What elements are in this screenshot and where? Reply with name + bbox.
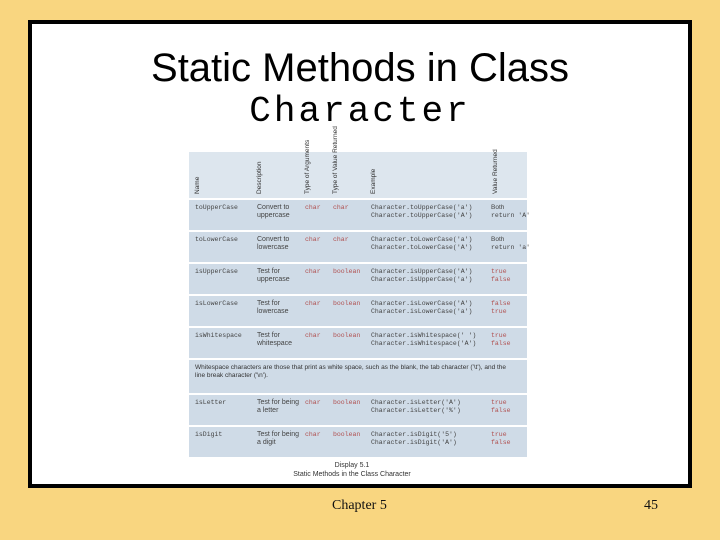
value-returned-line: false xyxy=(491,439,511,446)
slide xyxy=(28,20,692,488)
table-body-continued xyxy=(189,393,527,457)
example xyxy=(371,300,489,316)
example-line: Character.isLowerCase('A') xyxy=(371,300,473,307)
value-returned-line: true xyxy=(491,268,507,275)
table-row xyxy=(189,425,527,457)
value-returned-line: false xyxy=(491,300,511,307)
column-header: Name xyxy=(194,176,201,194)
column-header: Type of Arguments xyxy=(304,139,311,194)
value-returned-line: false xyxy=(491,407,511,414)
example xyxy=(371,268,489,284)
example-line: Character.isWhitespace(' ') xyxy=(371,332,477,339)
table-row xyxy=(189,326,527,358)
return-type: boolean xyxy=(333,431,361,438)
column-header: Description xyxy=(256,161,263,194)
value-returned xyxy=(491,236,531,252)
value-returned xyxy=(491,399,531,415)
method-name: isLetter xyxy=(195,399,227,406)
methods-table xyxy=(189,126,531,457)
whitespace-note-row xyxy=(189,358,527,393)
method-description: Test for lowercase xyxy=(257,300,289,315)
example-line: Character.toUpperCase('A') xyxy=(371,212,473,219)
method-description: Test for being a letter xyxy=(257,399,300,414)
return-type: boolean xyxy=(333,268,361,275)
return-type: char xyxy=(333,204,349,211)
table-row xyxy=(189,198,531,230)
method-name: toLowerCase xyxy=(195,236,238,243)
example xyxy=(371,332,489,348)
method-description: Convert to lowercase xyxy=(257,236,290,251)
argument-type: char xyxy=(305,300,321,307)
value-returned xyxy=(491,204,531,220)
display-title: Static Methods in the Class Character xyxy=(293,471,411,478)
column-header: Value Returned xyxy=(492,149,499,194)
argument-type: char xyxy=(305,268,321,275)
return-type: boolean xyxy=(333,399,361,406)
value-returned-line: true xyxy=(491,308,507,315)
table-body xyxy=(189,198,531,358)
example-line: Character.isDigit('A') xyxy=(371,439,457,446)
value-returned-line: true xyxy=(491,332,507,339)
example-line: Character.toLowerCase('A') xyxy=(371,244,473,251)
example-line: Character.isLowerCase('a') xyxy=(371,308,473,315)
value-returned-line: return 'A' xyxy=(491,212,531,219)
value-returned-line: false xyxy=(491,340,511,347)
example-line: Character.isLetter('%') xyxy=(371,407,461,414)
value-returned-line: false xyxy=(491,276,511,283)
example-line: Character.toUpperCase('a') xyxy=(371,204,473,211)
value-returned-line: true xyxy=(491,399,507,406)
example xyxy=(371,431,489,447)
argument-type: char xyxy=(305,332,321,339)
method-name: toUpperCase xyxy=(195,204,238,211)
footer-chapter: Chapter 5 xyxy=(332,498,387,513)
example-line: Character.isLetter('A') xyxy=(371,399,461,406)
argument-type: char xyxy=(305,399,321,406)
slide-title-class-name: Character xyxy=(249,91,471,132)
value-returned xyxy=(491,268,531,284)
example xyxy=(371,204,489,220)
example-line: Character.isUpperCase('A') xyxy=(371,268,473,275)
method-name: isWhitespace xyxy=(195,332,242,339)
return-type: boolean xyxy=(333,332,361,339)
table-header xyxy=(189,126,527,198)
method-description: Test for being a digit xyxy=(257,431,300,446)
value-returned-line: return 'a' xyxy=(491,244,531,251)
display-caption xyxy=(272,461,432,479)
table-row xyxy=(189,230,531,262)
column-header: Type of Value Returned xyxy=(332,126,339,194)
table-row xyxy=(189,262,527,294)
argument-type: char xyxy=(305,236,321,243)
method-description: Test for whitespace xyxy=(257,332,293,347)
column-header: Example xyxy=(370,168,377,194)
table-row xyxy=(189,393,527,425)
method-name: isDigit xyxy=(195,431,223,438)
argument-type: char xyxy=(305,431,321,438)
example xyxy=(371,399,489,415)
value-returned xyxy=(491,431,531,447)
value-returned xyxy=(491,332,531,348)
return-type: char xyxy=(333,236,349,243)
display-label: Display 5.1 xyxy=(334,462,370,469)
footer-page-number: 45 xyxy=(644,498,658,513)
whitespace-note: Whitespace characters are those that print as white space, such as the blank, the tab character ('\t'), and the line break character ('\n'). xyxy=(195,364,507,379)
method-name: isUpperCase xyxy=(195,268,238,275)
return-type: boolean xyxy=(333,300,361,307)
method-description: Convert to uppercase xyxy=(257,204,290,219)
value-returned xyxy=(491,300,531,316)
example xyxy=(371,236,489,252)
method-description: Test for uppercase xyxy=(257,268,290,283)
example-line: Character.isDigit('5') xyxy=(371,431,457,438)
value-returned-line: true xyxy=(491,431,507,438)
example-line: Character.isWhitespace('A') xyxy=(371,340,477,347)
example-line: Character.toLowerCase('a') xyxy=(371,236,473,243)
slide-title: Static Methods in Class xyxy=(151,46,569,90)
method-name: isLowerCase xyxy=(195,300,238,307)
table-row xyxy=(189,294,527,326)
value-returned-line: Both xyxy=(491,204,505,211)
argument-type: char xyxy=(305,204,321,211)
example-line: Character.isUpperCase('a') xyxy=(371,276,473,283)
value-returned-line: Both xyxy=(491,236,505,243)
